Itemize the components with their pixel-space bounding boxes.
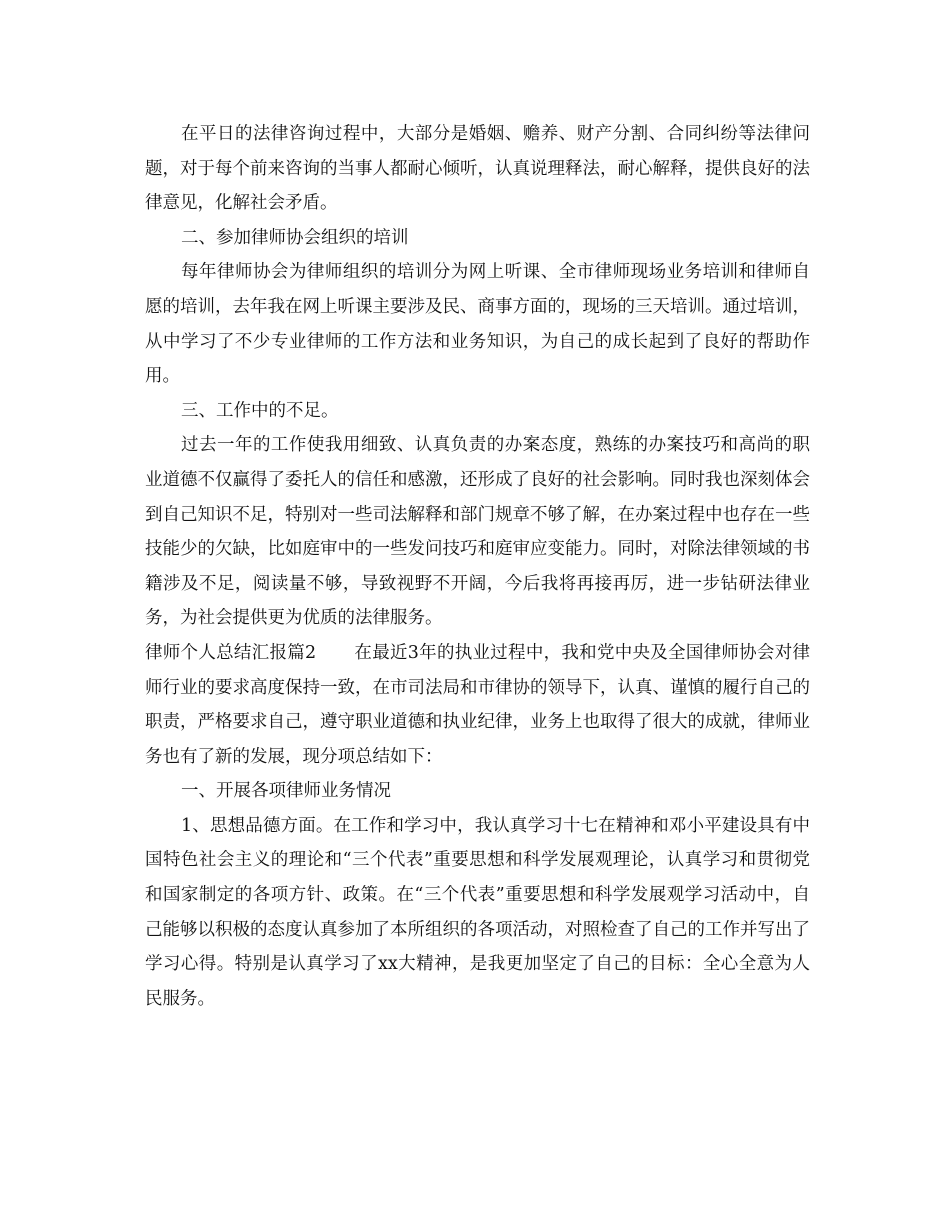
heading-business-overview: 一、开展各项律师业务情况 bbox=[181, 781, 391, 802]
paragraph-summary-part-2-text: 在最近3年的执业过程中，我和党中央及全国律师协会对律师行业的要求高度保持一致，在市司法局和市律协的领导下，认真、谨慎的履行自己的职责，严格要求自己，遵守职业道德和执业纪律，业务上也取得了很大的成就，律师业务也有了新的发展，现分项总结如下： bbox=[145, 642, 810, 767]
section-title-part-2: 律师个人总结汇报篇2 bbox=[145, 642, 317, 663]
heading-lawyer-association-training: 二、参加律师协会组织的培训 bbox=[181, 227, 409, 248]
paragraph-ideology: 1、思想品德方面。在工作和学习中，我认真学习十七在精神和邓小平建设具有中国特色社会主义的理论和“三个代表”重要思想和科学发展观理论，认真学习和贯彻党和国家制定的各项方针、政策。在“三个代表”重要思想和科学发展观学习活动中，自己能够以积极的态度认真参加了本所组织的各项活动，对照检查了自己的工作并写出了学习心得。特别是认真学习了xx大精神，是我更加坚定了自己的目标：全心全意为人民服务。 bbox=[145, 815, 810, 1009]
paragraph-shortcomings: 过去一年的工作使我用细致、认真负责的办案态度，熟练的办案技巧和高尚的职业道德不仅赢得了委托人的信任和感激，还形成了良好的社会影响。同时我也深刻体会到自己知识不足，特别对一些司法解释和部门规章不够了解，在办案过程中也存在一些技能少的欠缺，比如庭审中的一些发问技巧和庭审应变能力。同时，对除法律领域的书籍涉及不足，阅读量不够，导致视野不开阔，今后我将再接再厉，进一步钻研法律业务，为社会提供更为优质的法律服务。 bbox=[145, 435, 810, 629]
document-body bbox=[145, 117, 810, 1016]
heading-shortcomings: 三、工作中的不足。 bbox=[181, 400, 339, 421]
paragraph-legal-consultation: 在平日的法律咨询过程中，大部分是婚姻、赡养、财产分割、合同纠纷等法律问题，对于每个前来咨询的当事人都耐心倾听，认真说理释法，耐心解释，提供良好的法律意见，化解社会矛盾。 bbox=[145, 124, 810, 214]
paragraph-summary-part-2 bbox=[145, 636, 810, 774]
paragraph-training: 每年律师协会为律师组织的培训分为网上听课、全市律师现场业务培训和律师自愿的培训，去年我在网上听课主要涉及民、商事方面的，现场的三天培训。通过培训，从中学习了不少专业律师的工作方法和业务知识，为自己的成长起到了良好的帮助作用。 bbox=[145, 262, 810, 387]
